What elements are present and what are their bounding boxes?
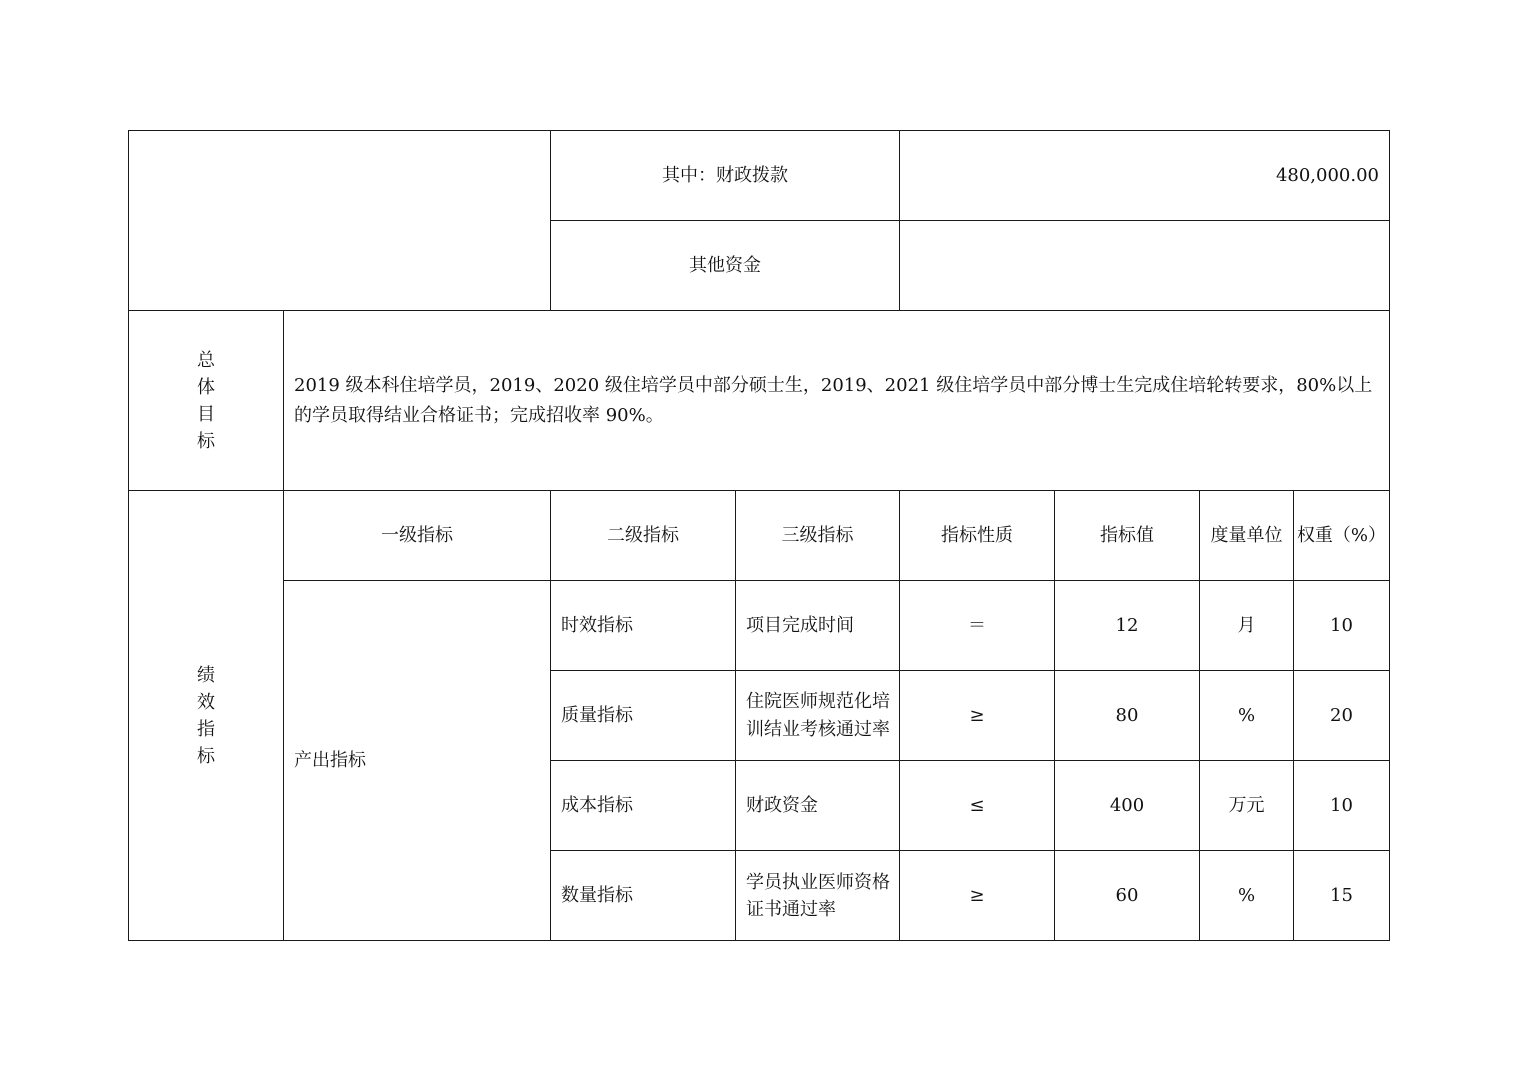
header-level1: 一级指标 — [284, 491, 551, 581]
goal-row — [129, 311, 1390, 491]
indicator-nature: ≥ — [900, 851, 1055, 941]
goal-label-char: 总 — [197, 349, 215, 371]
header-nature: 指标性质 — [900, 491, 1055, 581]
performance-label-char: 绩 — [197, 664, 215, 686]
goal-label-char: 目 — [197, 403, 215, 425]
goal-label — [129, 311, 284, 491]
fiscal-label: 其中：财政拨款 — [551, 131, 900, 221]
goal-label-char: 体 — [197, 376, 215, 398]
indicator-value: 12 — [1055, 581, 1200, 671]
indicator-weight: 10 — [1294, 581, 1390, 671]
performance-label-char: 效 — [197, 691, 215, 713]
header-unit: 度量单位 — [1200, 491, 1294, 581]
level3-indicator: 住院医师规范化培训结业考核通过率 — [736, 671, 900, 761]
indicator-weight: 10 — [1294, 761, 1390, 851]
blank-cell — [129, 131, 551, 311]
level2-indicator: 时效指标 — [551, 581, 736, 671]
funding-row-fiscal — [129, 131, 1390, 221]
header-value: 指标值 — [1055, 491, 1200, 581]
level2-indicator: 质量指标 — [551, 671, 736, 761]
performance-label — [129, 491, 284, 941]
indicator-unit: 万元 — [1200, 761, 1294, 851]
indicator-header-row — [129, 491, 1390, 581]
other-funds-value — [900, 221, 1390, 311]
indicator-row — [129, 581, 1390, 671]
goal-text: 2019 级本科住培学员，2019、2020 级住培学员中部分硕士生，2019、2021 级住培学员中部分博士生完成住培轮转要求，80%以上的学员取得结业合格证书；完成招收率 90%。 — [284, 311, 1390, 491]
indicator-weight: 20 — [1294, 671, 1390, 761]
indicator-nature: ＝ — [900, 581, 1055, 671]
level1-indicator: 产出指标 — [284, 581, 551, 941]
performance-label-char: 指 — [197, 718, 215, 740]
indicator-value: 400 — [1055, 761, 1200, 851]
performance-goal-table — [128, 130, 1390, 941]
indicator-nature: ≤ — [900, 761, 1055, 851]
fiscal-value: 480,000.00 — [900, 131, 1390, 221]
indicator-unit: 月 — [1200, 581, 1294, 671]
header-level3: 三级指标 — [736, 491, 900, 581]
indicator-value: 60 — [1055, 851, 1200, 941]
header-level2: 二级指标 — [551, 491, 736, 581]
indicator-value: 80 — [1055, 671, 1200, 761]
indicator-unit: % — [1200, 851, 1294, 941]
indicator-weight: 15 — [1294, 851, 1390, 941]
level2-indicator: 数量指标 — [551, 851, 736, 941]
header-weight: 权重（%） — [1294, 491, 1390, 581]
other-funds-label: 其他资金 — [551, 221, 900, 311]
indicator-unit: % — [1200, 671, 1294, 761]
indicator-nature: ≥ — [900, 671, 1055, 761]
performance-label-char: 标 — [197, 745, 215, 767]
level3-indicator: 项目完成时间 — [736, 581, 900, 671]
level3-indicator: 学员执业医师资格证书通过率 — [736, 851, 900, 941]
goal-label-char: 标 — [197, 430, 215, 452]
level2-indicator: 成本指标 — [551, 761, 736, 851]
level3-indicator: 财政资金 — [736, 761, 900, 851]
